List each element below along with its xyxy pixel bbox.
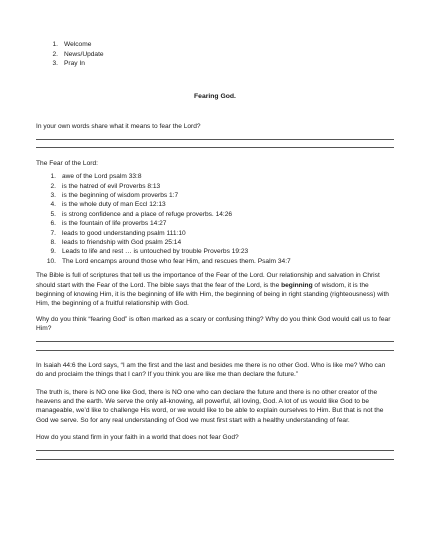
list-item: 2. is the hatred of evil Proverbs 8:13 <box>50 182 161 190</box>
answer-line <box>36 140 394 149</box>
fear-of-lord-list <box>36 172 394 266</box>
paragraph-importance: The Bible is full of scriptures that tell us the importance of the Fear of the Lord. Our relationship and salvation in Christ should start with the Fear of the Lord. The bible says that the fear of the Lord, is the beginning of wisdom, it is the beginning of knowing Him, it is the beginning of life with Him, the beginning of being in right standing (righteousness) with Him, the beginning of a fruitful relationship with God. <box>36 272 389 308</box>
list-item: 9. Leads to life and rest … is untouched by trouble Proverbs 19:23 <box>50 248 249 256</box>
paragraph-isaiah: In Isaiah 44:6 the Lord says, “I am the first and the last and besides me there is no other God. Who is like me? Who can do and proclaim the things that I can? If you think you are like me than declare the future.” <box>36 361 386 379</box>
agenda-list <box>36 40 394 69</box>
question-2: Why do you think “fearing God” is often marked as a scary or confusing thing? Why do you think God would call us to fear Him? <box>36 315 391 333</box>
question-1: In your own words share what it means to fear the Lord? <box>36 122 201 130</box>
document-title: Fearing God. <box>194 92 236 100</box>
list-item: 6. is the fountain of life proverbs 14:27 <box>50 220 167 228</box>
answer-line <box>36 342 394 351</box>
answer-line <box>36 334 394 343</box>
agenda-item: 2. News/Update <box>52 50 104 58</box>
list-item: 3. is the beginning of wisdom proverbs 1:7 <box>50 192 179 199</box>
answer-line <box>36 451 394 460</box>
list-item: 4. is the whole duty of man Eccl 12:13 <box>50 201 166 209</box>
list-item: 8. leads to friendship with God psalm 25:14 <box>50 239 182 247</box>
paragraph-truth: The truth is, there is NO one like God, there is NO one who can declare the future and there is no other creator of the heavens and the earth. We serve the only all-knowing, all powerful, all loving, God. A lot of us would like God to be manageable, we’d like to challenge His word, or we would like to be able to explain ourselves to Him. But that is not the God we serve. So for any real understanding of God we must first start with a healthy understanding of fear. <box>36 388 384 424</box>
question-3: How do you stand firm in your faith in a world that does not fear God? <box>36 434 239 442</box>
list-item: 1. awe of the Lord psalm 33:8 <box>50 173 142 181</box>
list-item: 10. The Lord encamps around those who fear Him, and rescues them. Psalm 34:7 <box>46 257 291 265</box>
agenda-item: 1. Welcome <box>52 41 92 48</box>
answer-line <box>36 131 394 140</box>
list-item: 5. is strong confidence and a place of refuge proverbs. 14:26 <box>50 210 233 218</box>
agenda-item: 3. Pray In <box>52 60 85 68</box>
fear-heading: The Fear of the Lord: <box>36 160 98 168</box>
list-item: 7. leads to good understanding psalm 111:10 <box>50 229 186 237</box>
answer-line <box>36 443 394 452</box>
